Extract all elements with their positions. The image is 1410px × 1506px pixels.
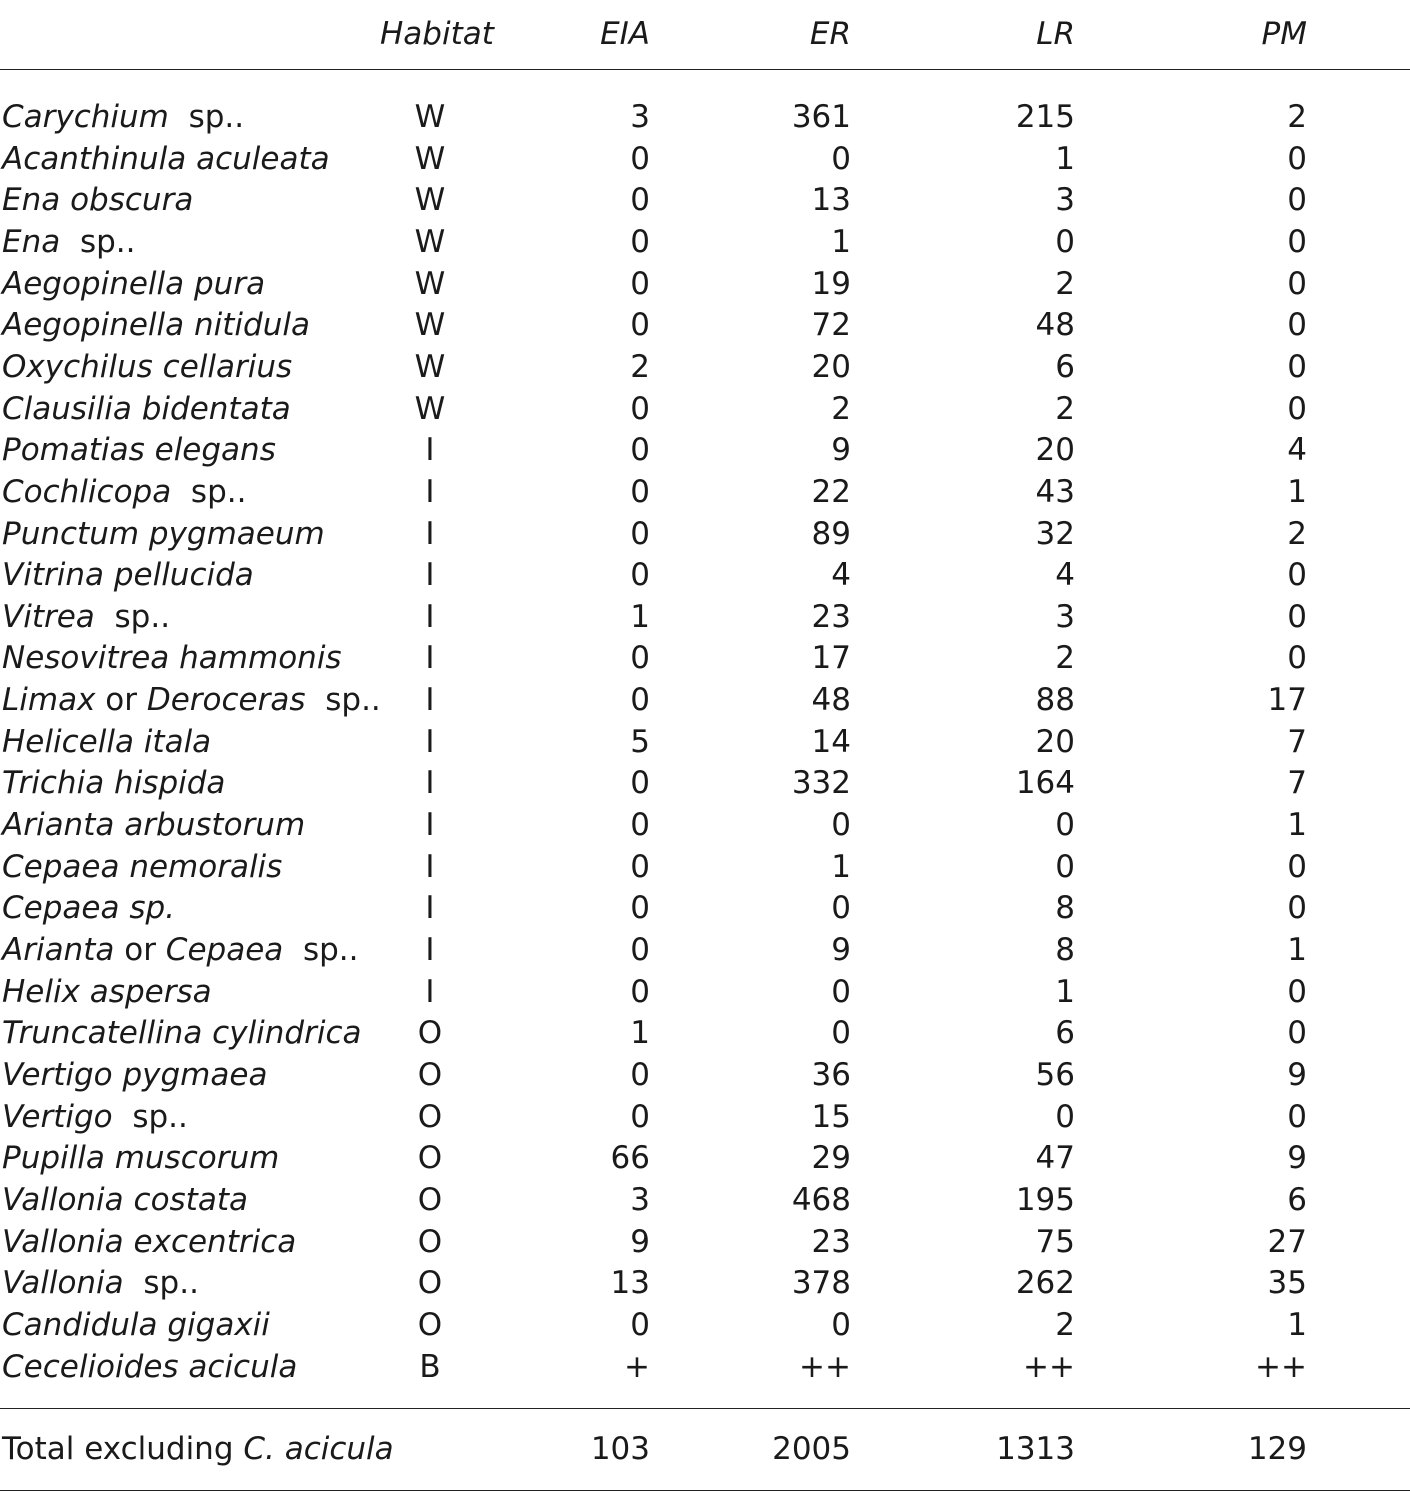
habitat-cell: I (425, 515, 435, 552)
eia-cell: 0 (630, 307, 650, 344)
header-rule (0, 69, 1410, 70)
habitat-cell: I (425, 765, 435, 802)
pm-cell: 27 (1267, 1223, 1307, 1260)
eia-cell: 0 (630, 807, 650, 843)
lr-cell: 1 (1055, 973, 1075, 1010)
species-name-part: Helix aspersa (2, 973, 212, 1010)
table-row (0, 513, 1410, 555)
er-cell: 23 (811, 598, 851, 635)
table-row (0, 887, 1410, 929)
lr-cell: 56 (1035, 1056, 1075, 1093)
eia-cell: 3 (630, 1181, 650, 1218)
species-name (2, 263, 265, 305)
eia-cell: 0 (630, 265, 650, 302)
species-name (2, 221, 135, 263)
habitat-cell: I (425, 640, 435, 677)
species-name-part: Nesovitrea hammonis (2, 640, 342, 677)
lr-cell: 43 (1035, 473, 1075, 510)
lr-cell: 75 (1035, 1223, 1075, 1260)
species-name-part: Oxychilus cellarius (2, 348, 293, 385)
species-name (2, 1012, 362, 1054)
species-name-part: Pupilla muscorum (2, 1140, 280, 1177)
table-row (0, 471, 1410, 513)
total-label-part: Total excluding (2, 1431, 244, 1467)
er-cell: 1 (831, 848, 851, 885)
lr-cell: 215 (1015, 99, 1075, 135)
pm-cell: 0 (1287, 140, 1307, 177)
er-cell: 332 (791, 765, 851, 802)
species-name (2, 304, 310, 346)
habitat-cell: W (414, 99, 446, 135)
pm-cell: 35 (1267, 1265, 1307, 1302)
species-name-part: Aegopinella nitidula (2, 307, 310, 344)
habitat-cell: O (417, 1223, 443, 1260)
habitat-cell: W (414, 223, 446, 260)
lr-cell: 32 (1035, 515, 1075, 552)
table-row (0, 1054, 1410, 1096)
species-name-part: Truncatellina cylindrica (2, 1015, 362, 1052)
er-cell: 48 (811, 682, 851, 719)
habitat-cell: I (425, 890, 435, 927)
habitat-cell: I (425, 473, 435, 510)
species-name (2, 138, 330, 180)
eia-cell: 3 (630, 99, 650, 135)
species-name (2, 804, 305, 846)
species-name-part: Arianta arbustorum (2, 807, 306, 843)
species-name (2, 1221, 296, 1263)
pm-cell: 1 (1287, 807, 1307, 843)
habitat-cell: I (425, 723, 435, 760)
table-row (0, 804, 1410, 846)
eia-cell: 0 (630, 390, 650, 427)
lr-cell: 2 (1055, 1306, 1075, 1343)
table-row (0, 1262, 1410, 1304)
header-pm: PM (1261, 16, 1307, 52)
er-cell: 19 (811, 265, 851, 302)
total-pm: 129 (1247, 1431, 1307, 1467)
er-cell: 0 (831, 140, 851, 177)
table-row (0, 429, 1410, 471)
species-name (2, 96, 244, 138)
er-cell: 22 (811, 473, 851, 510)
species-name-part: sp.. (94, 598, 171, 635)
habitat-cell: W (414, 348, 446, 385)
species-name-part: Vallonia costata (2, 1181, 248, 1218)
pm-cell: 7 (1287, 723, 1307, 760)
lr-cell: 0 (1055, 223, 1075, 260)
table-row (0, 637, 1410, 679)
lr-cell: 2 (1055, 390, 1075, 427)
pm-cell: 0 (1287, 557, 1307, 594)
habitat-cell: I (425, 932, 435, 968)
table-row (0, 1012, 1410, 1054)
pm-cell: 0 (1287, 640, 1307, 677)
eia-cell: 2 (630, 348, 650, 385)
species-name-part: Vallonia excentrica (2, 1223, 297, 1260)
table-row (0, 1346, 1410, 1388)
pm-cell: 0 (1287, 598, 1307, 635)
species-name-part: sp.. (305, 682, 381, 719)
table-row (0, 1096, 1410, 1138)
species-name-part: Arianta (2, 932, 115, 968)
lr-cell: 6 (1055, 348, 1075, 385)
table-header-row (0, 13, 1410, 55)
species-name-part: Limax (2, 682, 96, 719)
eia-cell: 0 (630, 140, 650, 177)
species-name-part: or (95, 682, 147, 719)
total-er: 2005 (772, 1431, 851, 1467)
pm-cell: 0 (1287, 890, 1307, 927)
er-cell: 361 (791, 99, 851, 135)
eia-cell: 0 (630, 890, 650, 927)
lr-cell: 4 (1055, 557, 1075, 594)
er-cell: 1 (831, 223, 851, 260)
eia-cell: 0 (630, 557, 650, 594)
species-name (2, 846, 282, 888)
lr-cell: 8 (1055, 890, 1075, 927)
bottom-rule (0, 1490, 1410, 1491)
species-name (2, 471, 246, 513)
er-cell: 29 (811, 1140, 851, 1177)
table-row (0, 221, 1410, 263)
er-cell: 468 (791, 1181, 851, 1218)
eia-cell: 1 (630, 1015, 650, 1052)
lr-cell: 2 (1055, 265, 1075, 302)
table-row (0, 1304, 1410, 1346)
species-name (2, 637, 342, 679)
species-name (2, 721, 211, 763)
lr-cell: 3 (1055, 182, 1075, 219)
pm-cell: 6 (1287, 1181, 1307, 1218)
habitat-cell: W (414, 140, 446, 177)
pm-cell: 17 (1267, 682, 1307, 719)
pm-cell: 1 (1287, 932, 1307, 968)
species-name (2, 1304, 270, 1346)
lr-cell: 0 (1055, 848, 1075, 885)
table-row (0, 179, 1410, 221)
pm-cell: 0 (1287, 848, 1307, 885)
total-label (2, 1428, 394, 1470)
header-er: ER (809, 16, 851, 52)
pm-cell: 4 (1287, 432, 1307, 469)
species-name-part: Cecelioides acicula (2, 1348, 298, 1385)
eia-cell: 9 (630, 1223, 650, 1260)
habitat-cell: O (417, 1306, 443, 1343)
er-cell: 72 (811, 307, 851, 344)
eia-cell: 0 (630, 182, 650, 219)
species-name (2, 1262, 199, 1304)
pm-cell: 0 (1287, 223, 1307, 260)
total-label-part: C. acicula (243, 1431, 394, 1467)
species-name (2, 971, 212, 1013)
er-cell: 15 (811, 1098, 851, 1135)
habitat-cell: I (425, 432, 435, 469)
er-cell: ++ (799, 1348, 851, 1385)
species-name-part: Cepaea nemoralis (2, 848, 283, 885)
er-cell: 89 (811, 515, 851, 552)
table-row (0, 1179, 1410, 1221)
pm-cell: 9 (1287, 1056, 1307, 1093)
species-name-part: Deroceras (146, 682, 306, 719)
species-name-part: sp.. (123, 1265, 199, 1302)
habitat-cell: O (417, 1265, 443, 1302)
species-name-part: sp.. (171, 473, 247, 510)
table-row (0, 304, 1410, 346)
table-row (0, 971, 1410, 1013)
eia-cell: 0 (630, 932, 650, 968)
species-name (2, 388, 291, 430)
species-name-part: sp.. (283, 932, 359, 968)
table-row (0, 762, 1410, 804)
species-name (2, 1179, 248, 1221)
species-name-part: Helicella itala (2, 723, 212, 760)
species-name-part: Ena (2, 223, 61, 260)
species-name (2, 929, 359, 971)
species-name (2, 429, 276, 471)
species-name (2, 1096, 188, 1138)
eia-cell: 0 (630, 515, 650, 552)
er-cell: 36 (811, 1056, 851, 1093)
eia-cell: 0 (630, 223, 650, 260)
species-name-part: Cepaea (165, 932, 284, 968)
er-cell: 0 (831, 1306, 851, 1343)
lr-cell: ++ (1023, 1348, 1075, 1385)
er-cell: 4 (831, 557, 851, 594)
species-name (2, 179, 193, 221)
habitat-cell: W (414, 182, 446, 219)
habitat-cell: O (417, 1056, 443, 1093)
lr-cell: 262 (1015, 1265, 1075, 1302)
table-row (0, 1221, 1410, 1263)
er-cell: 0 (831, 890, 851, 927)
eia-cell: + (624, 1348, 650, 1385)
species-name-part: Vertigo (2, 1098, 113, 1135)
total-top-rule (0, 1408, 1410, 1409)
total-eia: 103 (590, 1431, 650, 1467)
species-name (2, 596, 170, 638)
eia-cell: 0 (630, 682, 650, 719)
pm-cell: 0 (1287, 1098, 1307, 1135)
table-row (0, 596, 1410, 638)
pm-cell: 1 (1287, 1306, 1307, 1343)
habitat-cell: O (417, 1015, 443, 1052)
eia-cell: 0 (630, 848, 650, 885)
table-row (0, 929, 1410, 971)
species-name-part: Trichia hispida (2, 765, 226, 802)
species-name-part: Pomatias elegans (2, 432, 276, 469)
lr-cell: 2 (1055, 640, 1075, 677)
lr-cell: 164 (1015, 765, 1075, 802)
species-name-part: Cepaea sp. (2, 890, 175, 927)
total-lr: 1313 (996, 1431, 1075, 1467)
habitat-cell: I (425, 973, 435, 1010)
er-cell: 20 (811, 348, 851, 385)
lr-cell: 48 (1035, 307, 1075, 344)
pm-cell: ++ (1255, 1348, 1307, 1385)
header-lr: LR (1036, 16, 1075, 52)
habitat-cell: I (425, 807, 435, 843)
table-row (0, 138, 1410, 180)
species-name (2, 1137, 279, 1179)
species-name (2, 762, 225, 804)
pm-cell: 0 (1287, 973, 1307, 1010)
lr-cell: 8 (1055, 932, 1075, 968)
habitat-cell: W (414, 265, 446, 302)
header-eia: EIA (600, 16, 650, 52)
header-habitat: Habitat (380, 16, 494, 52)
habitat-cell: B (419, 1348, 441, 1385)
eia-cell: 0 (630, 973, 650, 1010)
species-name-part: Acanthinula aculeata (2, 140, 330, 177)
eia-cell: 0 (630, 1306, 650, 1343)
er-cell: 378 (791, 1265, 851, 1302)
lr-cell: 47 (1035, 1140, 1075, 1177)
habitat-cell: I (425, 848, 435, 885)
er-cell: 17 (811, 640, 851, 677)
er-cell: 14 (811, 723, 851, 760)
lr-cell: 195 (1015, 1181, 1075, 1218)
species-name-part: Vertigo pygmaea (2, 1056, 268, 1093)
er-cell: 13 (811, 182, 851, 219)
pm-cell: 0 (1287, 1015, 1307, 1052)
habitat-cell: I (425, 598, 435, 635)
eia-cell: 0 (630, 1098, 650, 1135)
eia-cell: 0 (630, 1056, 650, 1093)
species-name (2, 346, 292, 388)
species-name (2, 887, 175, 929)
eia-cell: 0 (630, 473, 650, 510)
er-cell: 0 (831, 1015, 851, 1052)
pm-cell: 0 (1287, 265, 1307, 302)
species-name-part: Cochlicopa (2, 473, 172, 510)
eia-cell: 5 (630, 723, 650, 760)
er-cell: 9 (831, 432, 851, 469)
species-name-part: sp.. (60, 223, 136, 260)
pm-cell: 9 (1287, 1140, 1307, 1177)
table-row (0, 679, 1410, 721)
habitat-cell: O (417, 1181, 443, 1218)
lr-cell: 1 (1055, 140, 1075, 177)
species-name-part: Aegopinella pura (2, 265, 266, 302)
table-row (0, 554, 1410, 596)
lr-cell: 0 (1055, 1098, 1075, 1135)
species-name-part: Vitrina pellucida (2, 557, 254, 594)
species-name-part: Vitrea (2, 598, 95, 635)
lr-cell: 0 (1055, 807, 1075, 843)
lr-cell: 88 (1035, 682, 1075, 719)
habitat-cell: O (417, 1098, 443, 1135)
lr-cell: 20 (1035, 723, 1075, 760)
species-name-part: sp.. (112, 1098, 188, 1135)
total-row (0, 1428, 1410, 1470)
pm-cell: 0 (1287, 390, 1307, 427)
pm-cell: 0 (1287, 307, 1307, 344)
pm-cell: 7 (1287, 765, 1307, 802)
habitat-cell: W (414, 390, 446, 427)
eia-cell: 66 (610, 1140, 650, 1177)
er-cell: 23 (811, 1223, 851, 1260)
table-row (0, 346, 1410, 388)
species-name (2, 554, 254, 596)
pm-cell: 1 (1287, 473, 1307, 510)
species-name-part: Candidula gigaxii (2, 1306, 270, 1343)
table-row (0, 263, 1410, 305)
er-cell: 9 (831, 932, 851, 968)
pm-cell: 2 (1287, 99, 1307, 135)
er-cell: 2 (831, 390, 851, 427)
lr-cell: 3 (1055, 598, 1075, 635)
pm-cell: 0 (1287, 182, 1307, 219)
pm-cell: 0 (1287, 348, 1307, 385)
habitat-cell: I (425, 682, 435, 719)
eia-cell: 1 (630, 598, 650, 635)
species-name-part: or (114, 932, 166, 968)
species-name (2, 679, 381, 721)
er-cell: 0 (831, 807, 851, 843)
pm-cell: 2 (1287, 515, 1307, 552)
eia-cell: 0 (630, 765, 650, 802)
habitat-cell: O (417, 1140, 443, 1177)
lr-cell: 6 (1055, 1015, 1075, 1052)
species-name (2, 1346, 297, 1388)
species-name-part: Carychium (2, 99, 169, 135)
table-row (0, 96, 1410, 138)
eia-cell: 13 (610, 1265, 650, 1302)
species-name (2, 1054, 267, 1096)
species-name-part: Vallonia (2, 1265, 124, 1302)
table-row (0, 1137, 1410, 1179)
table-row (0, 721, 1410, 763)
species-name (2, 513, 325, 555)
habitat-cell: I (425, 557, 435, 594)
species-name-part: Ena obscura (2, 182, 194, 219)
species-name-part: Clausilia bidentata (2, 390, 291, 427)
species-name-part: Punctum pygmaeum (2, 515, 325, 552)
table-row (0, 846, 1410, 888)
eia-cell: 0 (630, 432, 650, 469)
lr-cell: 20 (1035, 432, 1075, 469)
species-name-part: sp.. (168, 99, 245, 135)
table-row (0, 388, 1410, 430)
habitat-cell: W (414, 307, 446, 344)
er-cell: 0 (831, 973, 851, 1010)
eia-cell: 0 (630, 640, 650, 677)
